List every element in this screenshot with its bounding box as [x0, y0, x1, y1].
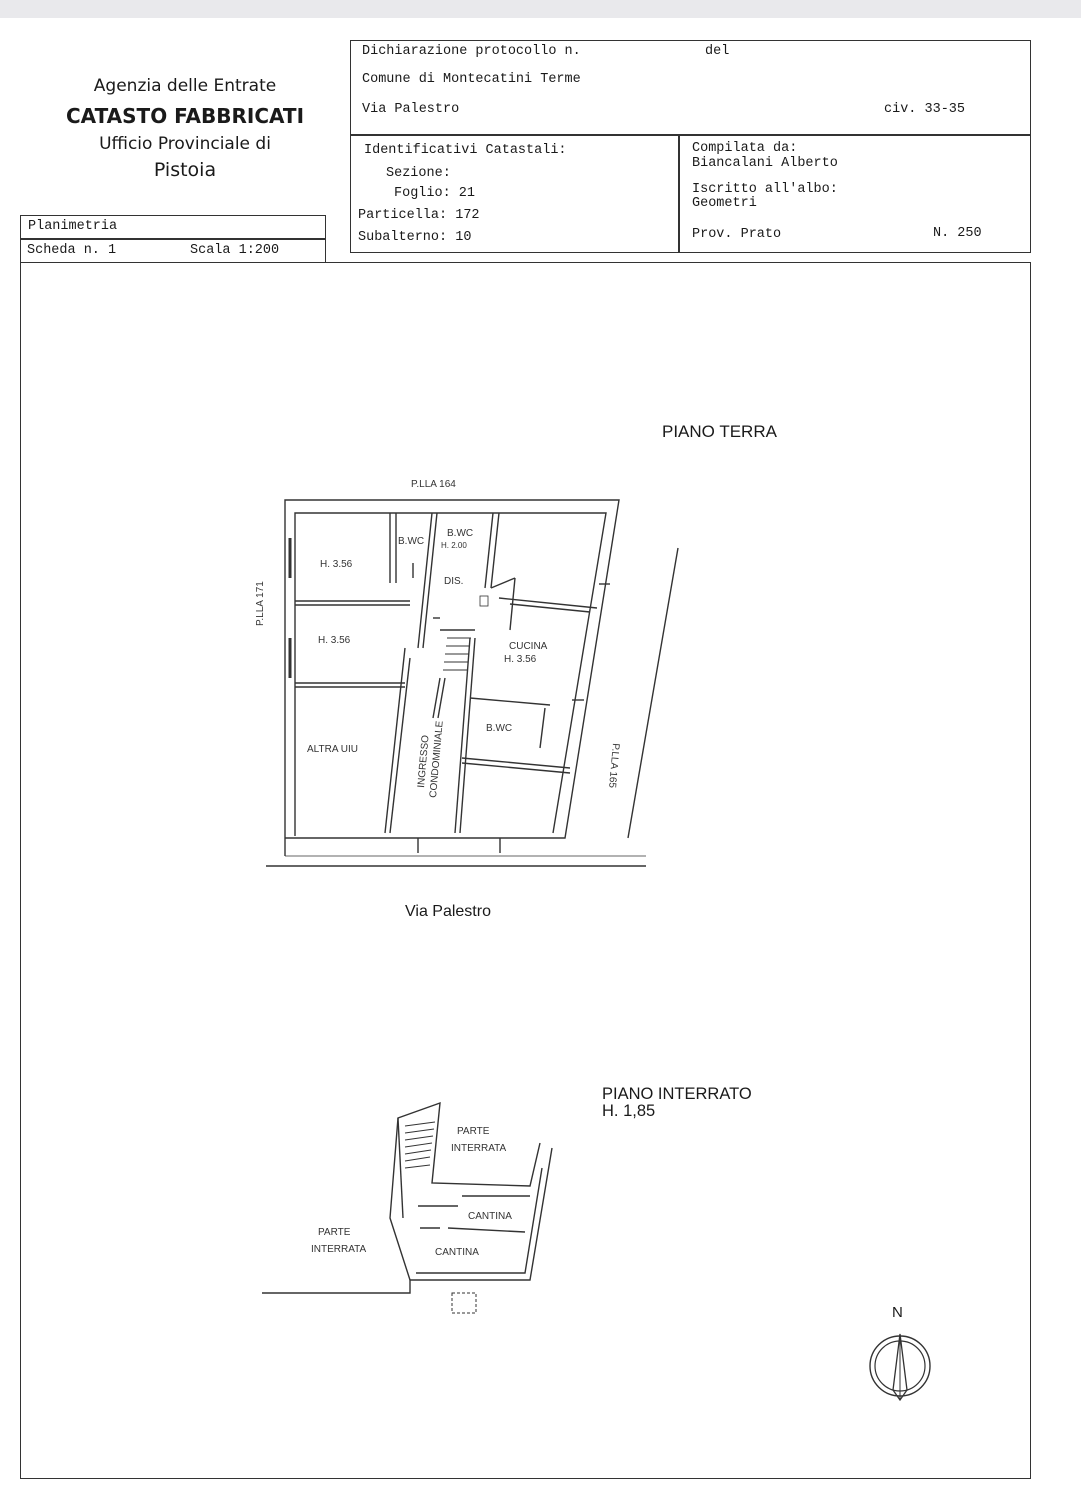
via-label: Via Palestro — [362, 102, 460, 117]
albo-label: Geometri — [692, 196, 757, 211]
room-height-label: H. 3.56 — [318, 635, 351, 646]
piano-interrato-title: PIANO INTERRATO — [602, 1085, 752, 1103]
compilata-title: Compilata da: — [692, 141, 798, 156]
pll-171-label: P.LLA 171 — [255, 581, 266, 626]
floor-plans-drawing — [0, 18, 1081, 1500]
bathroom-label: B.WC — [486, 723, 513, 734]
iscritto-label: Iscritto all'albo: — [692, 182, 838, 197]
ingresso-label: INGRESSO — [416, 734, 432, 789]
cucina-label: CUCINA — [509, 641, 548, 652]
piano-interrato-height: H. 1,85 — [602, 1102, 656, 1120]
cantina-label: CANTINA — [435, 1247, 479, 1258]
particella-label: Particella: 172 — [358, 208, 480, 223]
sezione-label: Sezione: — [386, 166, 451, 181]
bathroom-height-label: H. 2.00 — [441, 541, 467, 550]
scala-label: Scala 1:200 — [190, 243, 280, 258]
subalterno-label: Subalterno: 10 — [358, 230, 472, 245]
interrata-label: INTERRATA — [451, 1143, 507, 1154]
scheda-label: Scheda n. 1 — [27, 243, 117, 258]
office-city: Pistoia — [153, 159, 217, 181]
dichiarazione-label: Dichiarazione protocollo n. — [362, 44, 581, 59]
identificativi-title: Identificativi Catastali: — [364, 143, 567, 158]
interrata-label: INTERRATA — [311, 1244, 367, 1255]
office-label: Ufficio Provinciale di — [99, 134, 271, 154]
bathroom-label: B.WC — [447, 528, 474, 539]
bathroom-label: B.WC — [398, 536, 425, 547]
cadastral-sheet — [0, 18, 1081, 1500]
catasto-title: CATASTO FABBRICATI — [65, 104, 305, 128]
planimetria-label: Planimetria — [28, 219, 118, 234]
street-label: Via Palestro — [405, 903, 491, 920]
compilata-name: Biancalani Alberto — [692, 156, 838, 171]
agency-name: Agenzia delle Entrate — [93, 76, 277, 96]
piano-terra-plan — [266, 500, 678, 866]
north-label: N — [892, 1304, 903, 1321]
altra-uiu-label: ALTRA UIU — [307, 744, 358, 755]
comune-label: Comune di Montecatini Terme — [362, 72, 581, 87]
foglio-label: Foglio: 21 — [394, 186, 476, 201]
cucina-height-label: H. 3.56 — [504, 654, 537, 665]
parte-label: PARTE — [318, 1227, 351, 1238]
pll-164-label: P.LLA 164 — [411, 479, 456, 490]
room-height-label: H. 3.56 — [320, 559, 353, 570]
north-arrow-icon — [870, 1334, 930, 1400]
civico-label: civ. 33-35 — [884, 102, 966, 117]
condominiale-label: CONDOMINIALE — [428, 720, 446, 799]
provincia-label: Prov. Prato — [692, 227, 782, 242]
del-label: del — [705, 44, 730, 59]
piano-terra-title: PIANO TERRA — [662, 422, 777, 441]
albo-numero: N. 250 — [933, 226, 982, 241]
cantina-label: CANTINA — [468, 1211, 512, 1222]
piano-interrato-plan — [262, 1103, 552, 1313]
pll-165-label: P.LLA 165 — [606, 742, 621, 789]
parte-label: PARTE — [457, 1126, 490, 1137]
dis-label: DIS. — [444, 576, 464, 587]
